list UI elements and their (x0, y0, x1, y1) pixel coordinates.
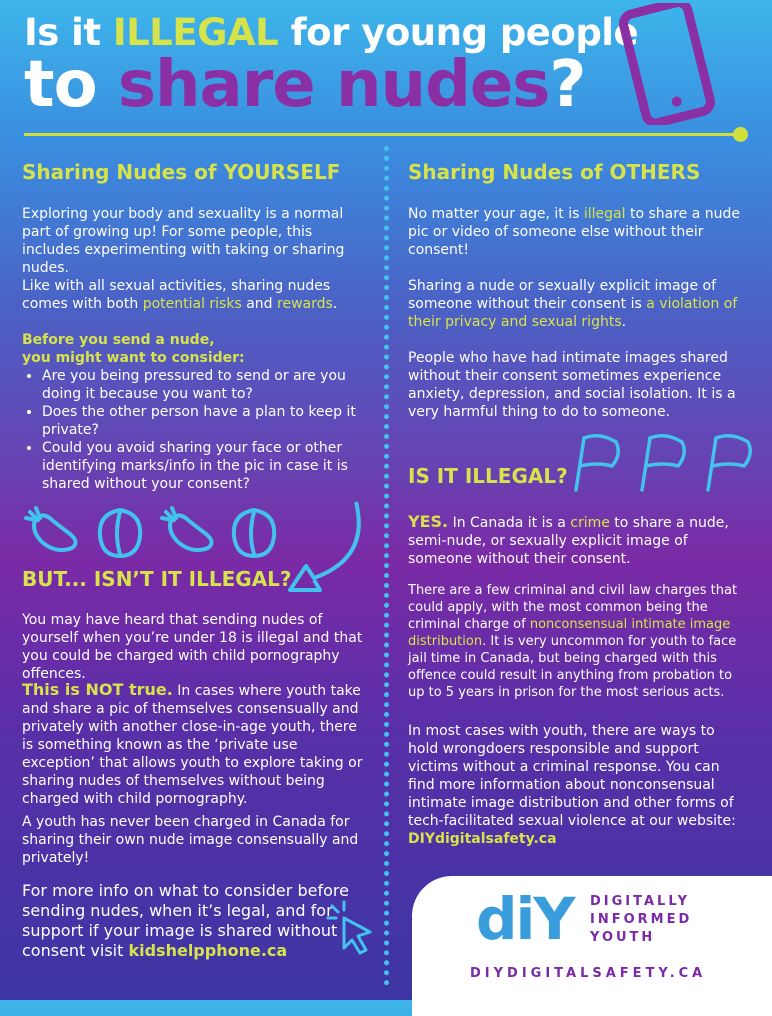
left-heading-2: BUT... ISN’T IT ILLEGAL? (22, 567, 292, 591)
eggplant-icon (26, 508, 76, 550)
left-heading: Sharing Nudes of YOURSELF (22, 160, 341, 184)
diydigitalsafety-link[interactable]: DIYdigitalsafety.ca (408, 831, 557, 847)
left-myth: You may have heard that sending nudes of yourself when you’re under 18 is illegal and that you could be charged with child pornography offences. (22, 612, 363, 682)
right-support: In most cases with youth, there are ways to hold wrongdoers responsible and support victims without a criminal response. You can find more information about nonconsensual intimate image distribution and other forms of tech-facilitated sexual violence at our website: DIYdigitalsafety.ca (408, 723, 736, 847)
right-heading-2: IS IT ILLEGAL? (408, 464, 568, 488)
list-item: • Could you avoid sharing your face or other identifying marks/info in the pic in case it is shared without your consent? (42, 439, 367, 493)
header-divider-dot (733, 127, 748, 142)
consider-section (22, 331, 367, 493)
right-violation: Sharing a nude or sexually explicit image of someone without their consent is a violation of their privacy and sexual rights. (408, 278, 738, 330)
cursor-click-icon (326, 900, 378, 956)
column-divider (384, 146, 389, 986)
peach-icon (100, 510, 140, 556)
title-line-1: Is it ILLEGAL for young people (24, 11, 639, 54)
header-divider (24, 133, 740, 136)
right-harm: People who have had intimate images shared without their consent sometimes experience anxiety, depression, and social isolation. It is a very harmful thing to do to someone. (408, 350, 736, 420)
left-not-true: This is NOT true. In cases where youth take and share a pic of themselves consensually and privately with another close-in-age youth, there is something known as the ‘private use exception’ that allows youth to explore taking or sharing nudes of themselves without being charged with child pornography. (22, 680, 363, 807)
smartphone-icon (606, 3, 726, 125)
diy-logo: diY (476, 885, 574, 953)
page-title (24, 11, 639, 122)
consider-title: Before you send a nude, you might want to consider: (22, 332, 245, 366)
right-heading: Sharing Nudes of OTHERS (408, 160, 701, 184)
consider-list (22, 367, 367, 493)
list-item: • Are you being pressured to send or are you doing it because you want to? (42, 367, 367, 403)
right-intro: No matter your age, it is illegal to share a nude pic or video of someone else without their consent! (408, 206, 741, 258)
peach-icon (234, 510, 274, 556)
right-yes: YES. In Canada it is a crime to share a nude, semi-nude, or sexually explicit image of someone without their consent. (408, 512, 729, 567)
eggplant-icon (162, 508, 212, 550)
left-never-charged: A youth has never been charged in Canada for sharing their own nude image consensually and privately! (22, 814, 359, 866)
kidshelpphone-link[interactable]: kidshelpphone.ca (128, 941, 288, 960)
left-risks: Like with all sexual activities, sharing nudes comes with both potential risks and rewards. (22, 278, 338, 312)
logo-wordmark: DIGITALLY INFORMED YOUTH (590, 894, 693, 945)
left-more-info: For more info on what to consider before sending nudes, when it’s legal, and for support if your image is shared without consent visit kidshelpphone.ca (22, 881, 349, 960)
title-line-2: to share nudes? (24, 48, 586, 122)
right-charges: There are a few criminal and civil law charges that could apply, with the most common being the criminal charge of nonconsensual intimate image distribution. It is very uncommon for youth to face jail time in Canada, but being charged with this offence could result in anything from probation to up to 5 years in prison for the most serious acts. (408, 583, 738, 700)
logo-url[interactable]: DIYDIGITALSAFETY.CA (470, 966, 707, 981)
left-intro: Exploring your body and sexuality is a normal part of growing up! For some people, this includes experimenting with taking or sharing nudes. (22, 206, 345, 276)
list-item: • Does the other person have a plan to keep it private? (42, 403, 367, 439)
